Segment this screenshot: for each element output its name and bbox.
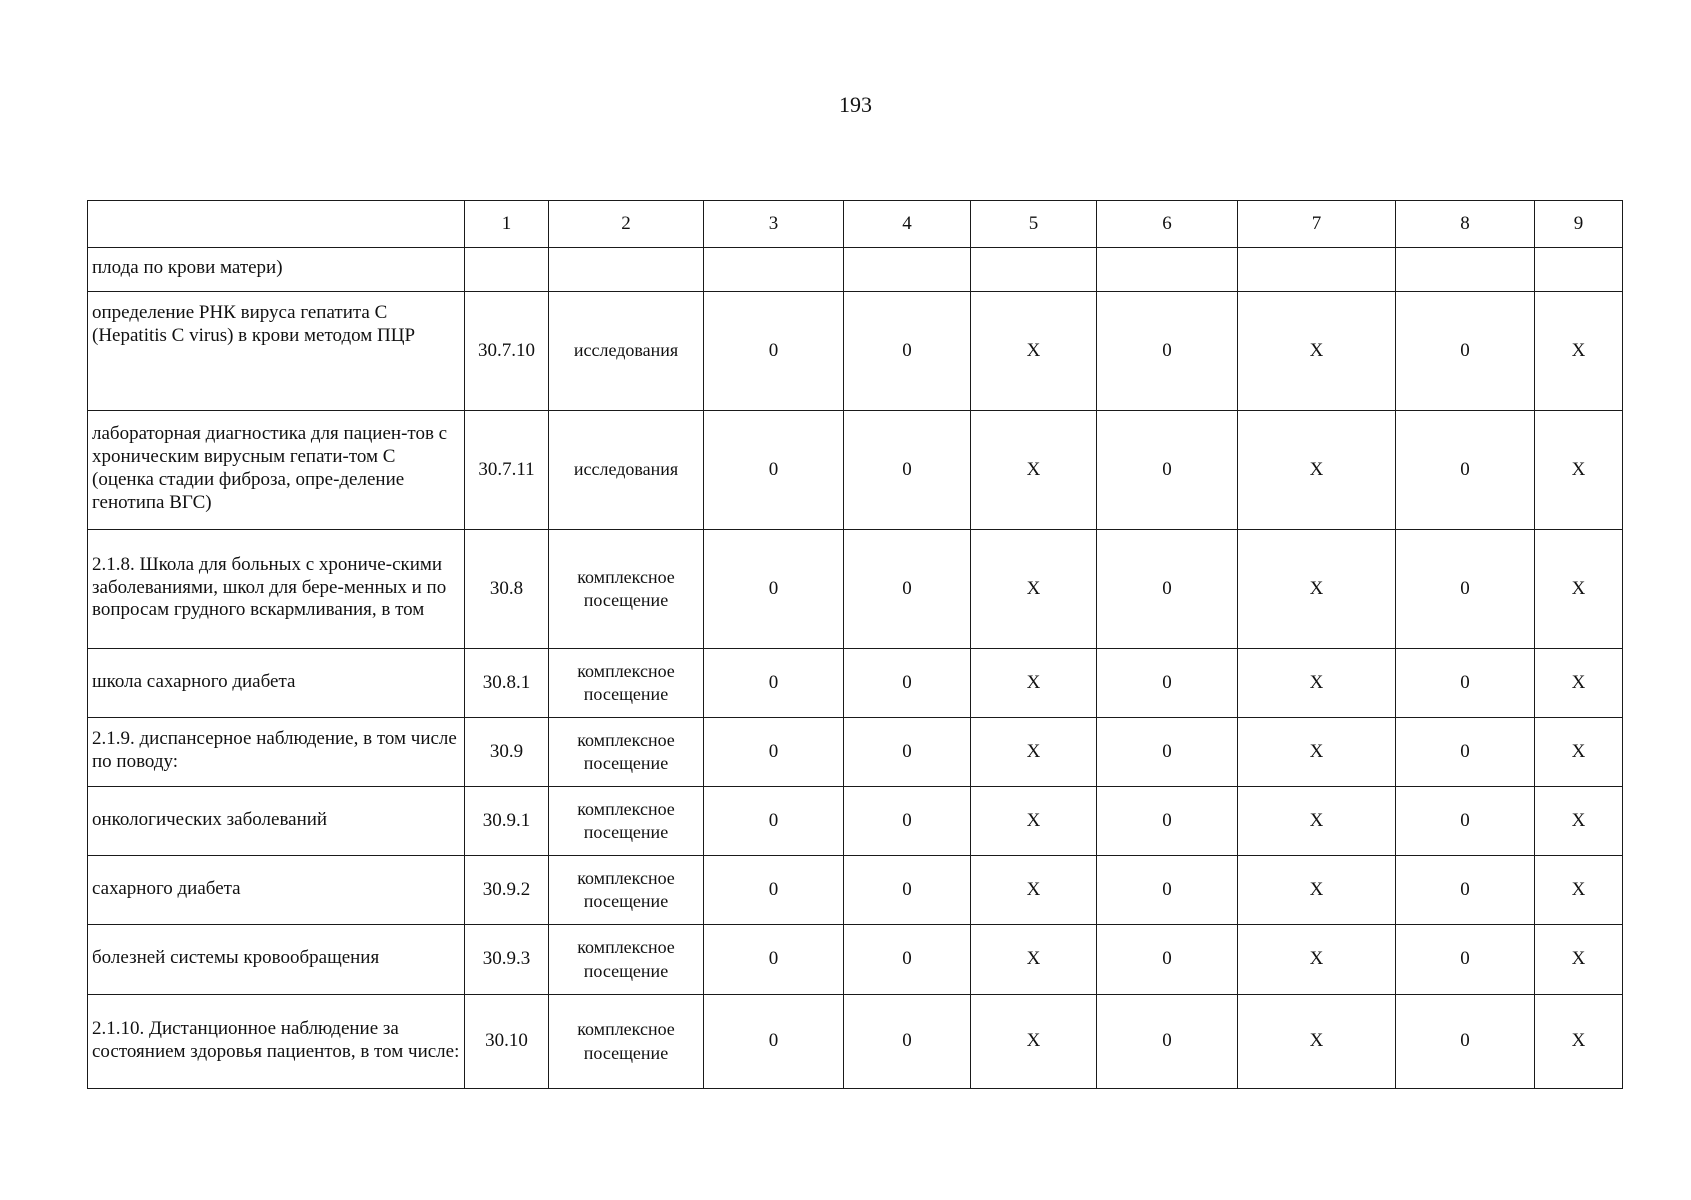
value-cell: 0 xyxy=(844,856,971,925)
row-name: 2.1.10. Дистанционное наблюдение за состоянием здоровья пациентов, в том числе: xyxy=(88,995,465,1089)
row-unit: комплексное посещение xyxy=(549,995,704,1089)
header-cell: 2 xyxy=(549,201,704,248)
value-cell: 0 xyxy=(844,787,971,856)
value-cell: 0 xyxy=(704,292,844,411)
row-code: 30.7.10 xyxy=(465,292,549,411)
value-cell: 0 xyxy=(704,411,844,530)
header-cell: 3 xyxy=(704,201,844,248)
value-cell: 0 xyxy=(1396,995,1535,1089)
row-code: 30.8 xyxy=(465,530,549,649)
value-cell: 0 xyxy=(1396,530,1535,649)
header-row xyxy=(88,201,1623,248)
row-unit: комплексное посещение xyxy=(549,530,704,649)
header-cell: 6 xyxy=(1097,201,1238,248)
value-cell: 0 xyxy=(1097,718,1238,787)
value-cell: X xyxy=(1238,411,1396,530)
table-row xyxy=(88,411,1623,530)
row-unit: исследования xyxy=(549,292,704,411)
table-row xyxy=(88,787,1623,856)
value-cell: X xyxy=(1238,718,1396,787)
value-cell: 0 xyxy=(844,925,971,995)
table-row xyxy=(88,292,1623,411)
row-code: 30.8.1 xyxy=(465,649,549,718)
value-cell: 0 xyxy=(1097,925,1238,995)
row-name: лабораторная диагностика для пациен-тов с хроническим вирусным гепати-том С (оценка стадии фиброза, опре-деление генотипа ВГС) xyxy=(88,411,465,530)
value-cell: X xyxy=(1535,718,1623,787)
page-number: 193 xyxy=(839,92,872,117)
row-name: 2.1.8. Школа для больных с хрониче-скими заболеваниями, школ для бере-менных и по вопросам грудного вскармливания, в том xyxy=(88,530,465,649)
value-cell: X xyxy=(1238,856,1396,925)
value-cell: 0 xyxy=(844,530,971,649)
row-name: 2.1.9. диспансерное наблюдение, в том числе по поводу: xyxy=(88,718,465,787)
row-code xyxy=(465,248,549,292)
value-cell: X xyxy=(1238,530,1396,649)
value-cell: X xyxy=(1535,925,1623,995)
value-cell: 0 xyxy=(1396,787,1535,856)
value-cell: 0 xyxy=(1396,649,1535,718)
value-cell: 0 xyxy=(704,718,844,787)
value-cell: X xyxy=(1238,649,1396,718)
row-name: школа сахарного диабета xyxy=(88,649,465,718)
value-cell xyxy=(1097,248,1238,292)
row-code: 30.9 xyxy=(465,718,549,787)
value-cell: X xyxy=(971,787,1097,856)
value-cell: 0 xyxy=(844,292,971,411)
row-unit: комплексное посещение xyxy=(549,856,704,925)
header-cell: 1 xyxy=(465,201,549,248)
value-cell xyxy=(1238,248,1396,292)
value-cell: 0 xyxy=(704,649,844,718)
row-unit: исследования xyxy=(549,411,704,530)
value-cell: X xyxy=(971,292,1097,411)
value-cell: X xyxy=(971,925,1097,995)
row-unit: комплексное посещение xyxy=(549,787,704,856)
data-table xyxy=(87,200,1623,1089)
row-code: 30.9.2 xyxy=(465,856,549,925)
value-cell: 0 xyxy=(844,649,971,718)
value-cell: 0 xyxy=(704,856,844,925)
value-cell: X xyxy=(1535,787,1623,856)
value-cell xyxy=(971,248,1097,292)
value-cell xyxy=(844,248,971,292)
value-cell: X xyxy=(1238,995,1396,1089)
value-cell: X xyxy=(1535,411,1623,530)
value-cell: 0 xyxy=(1097,995,1238,1089)
value-cell: 0 xyxy=(704,787,844,856)
row-name: плода по крови матери) xyxy=(88,248,465,292)
header-cell: 5 xyxy=(971,201,1097,248)
value-cell: X xyxy=(1535,292,1623,411)
value-cell: 0 xyxy=(1097,649,1238,718)
table-row xyxy=(88,718,1623,787)
value-cell: 0 xyxy=(1097,411,1238,530)
value-cell: X xyxy=(1535,995,1623,1089)
table-row xyxy=(88,649,1623,718)
value-cell: X xyxy=(971,856,1097,925)
row-unit: комплексное посещение xyxy=(549,925,704,995)
value-cell: 0 xyxy=(1097,292,1238,411)
table-row xyxy=(88,530,1623,649)
value-cell: X xyxy=(1238,292,1396,411)
value-cell: 0 xyxy=(844,411,971,530)
value-cell xyxy=(1535,248,1623,292)
header-cell: 8 xyxy=(1396,201,1535,248)
value-cell: X xyxy=(971,649,1097,718)
row-unit: комплексное посещение xyxy=(549,718,704,787)
row-name: болезней системы кровообращения xyxy=(88,925,465,995)
value-cell: X xyxy=(1535,530,1623,649)
value-cell: X xyxy=(1535,649,1623,718)
header-cell: 9 xyxy=(1535,201,1623,248)
value-cell: 0 xyxy=(844,718,971,787)
value-cell: 0 xyxy=(1396,925,1535,995)
header-cell: 4 xyxy=(844,201,971,248)
row-unit: комплексное посещение xyxy=(549,649,704,718)
value-cell: 0 xyxy=(1097,530,1238,649)
value-cell: 0 xyxy=(704,530,844,649)
row-code: 30.9.3 xyxy=(465,925,549,995)
value-cell: 0 xyxy=(1396,411,1535,530)
value-cell: 0 xyxy=(704,925,844,995)
row-code: 30.10 xyxy=(465,995,549,1089)
value-cell: 0 xyxy=(1097,856,1238,925)
value-cell: X xyxy=(971,530,1097,649)
value-cell: X xyxy=(971,718,1097,787)
value-cell: X xyxy=(971,411,1097,530)
row-unit xyxy=(549,248,704,292)
value-cell: 0 xyxy=(1396,292,1535,411)
value-cell: X xyxy=(1238,925,1396,995)
value-cell: X xyxy=(1238,787,1396,856)
row-code: 30.7.11 xyxy=(465,411,549,530)
table-row xyxy=(88,995,1623,1089)
row-code: 30.9.1 xyxy=(465,787,549,856)
value-cell: 0 xyxy=(1396,718,1535,787)
header-cell: 7 xyxy=(1238,201,1396,248)
row-name: определение РНК вируса гепатита С (Hepatitis C virus) в крови методом ПЦР xyxy=(88,292,465,411)
row-name: онкологических заболеваний xyxy=(88,787,465,856)
row-name: сахарного диабета xyxy=(88,856,465,925)
value-cell: 0 xyxy=(1396,856,1535,925)
value-cell: X xyxy=(971,995,1097,1089)
value-cell: X xyxy=(1535,856,1623,925)
table-row xyxy=(88,925,1623,995)
value-cell xyxy=(704,248,844,292)
value-cell: 0 xyxy=(844,995,971,1089)
value-cell: 0 xyxy=(1097,787,1238,856)
table-row xyxy=(88,248,1623,292)
value-cell: 0 xyxy=(704,995,844,1089)
table-row xyxy=(88,856,1623,925)
header-cell xyxy=(88,201,465,248)
value-cell xyxy=(1396,248,1535,292)
